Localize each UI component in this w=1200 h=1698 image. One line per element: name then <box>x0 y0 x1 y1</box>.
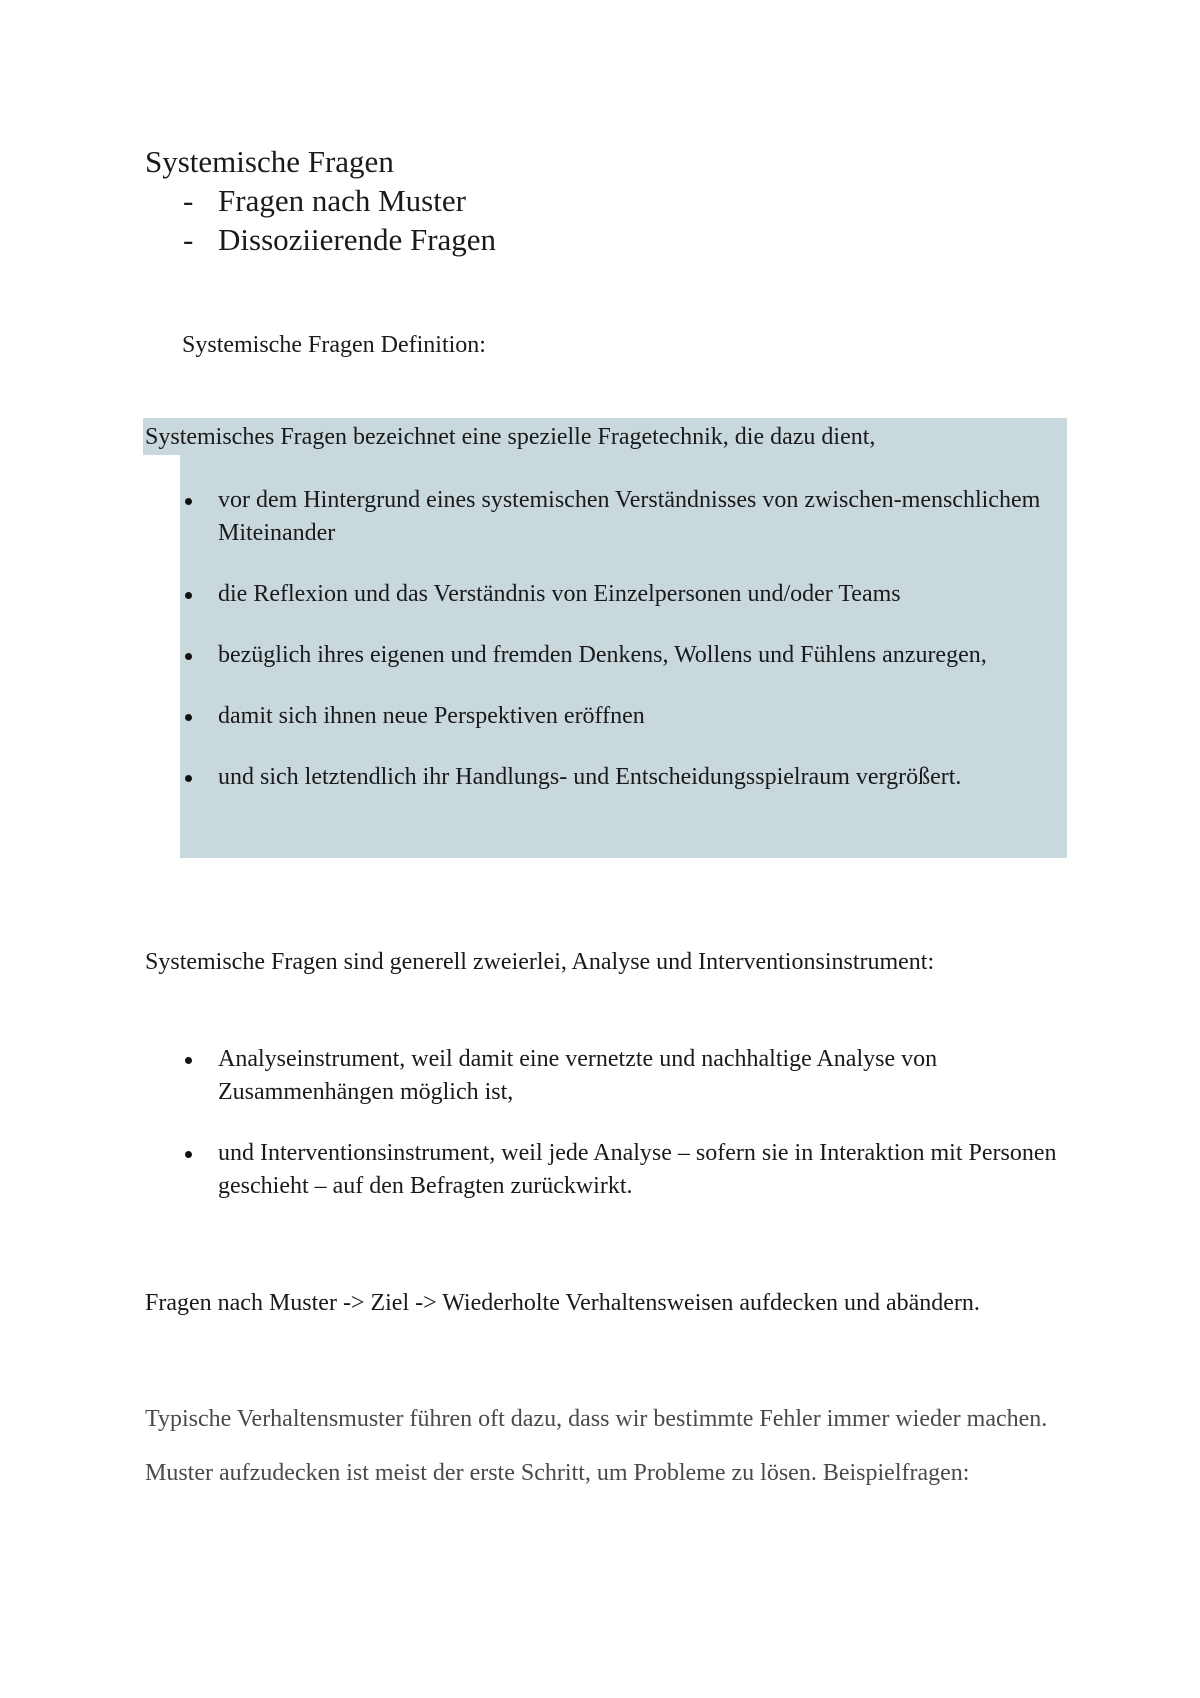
list-item <box>145 484 1070 550</box>
bullet-icon <box>185 498 192 505</box>
list-item-text: vor dem Hintergrund eines systemischen Verständnisses von zwischen-menschlichem Miteinander <box>218 487 1041 546</box>
bullet-icon <box>185 1151 192 1158</box>
bullet-icon <box>185 714 192 721</box>
list-item <box>145 1043 1075 1109</box>
subtopic-label: Dissoziierende Fragen <box>218 222 497 257</box>
dash-marker: - <box>183 183 194 218</box>
subtopic-label: Fragen nach Muster <box>218 183 466 218</box>
bullet-icon <box>185 653 192 660</box>
muster-heading: Fragen nach Muster -> Ziel -> Wiederholte Verhaltensweisen aufdecken und abändern. <box>145 1290 980 1316</box>
list-item-text: bezüglich ihres eigenen und fremden Denkens, Wollens und Fühlens anzuregen, <box>218 642 987 668</box>
definition-bullet-list <box>145 484 1070 822</box>
bullet-icon <box>185 592 192 599</box>
types-bullet-list <box>145 1043 1075 1231</box>
types-intro: Systemische Fragen sind generell zweierlei, Analyse und Interventionsinstrument: <box>145 949 935 975</box>
list-item <box>145 639 1070 672</box>
list-item <box>145 700 1070 733</box>
list-item <box>145 1137 1075 1203</box>
list-item-text: und Interventionsinstrument, weil jede Analyse – sofern sie in Interaktion mit Personen geschieht – auf den Befragten zurückwirkt. <box>218 1140 1057 1199</box>
document-title: Systemische Fragen <box>145 144 394 179</box>
list-item-text: Analyseinstrument, weil damit eine vernetzte und nachhaltige Analyse von Zusammenhängen möglich ist, <box>218 1046 938 1105</box>
list-item <box>145 578 1070 611</box>
list-item <box>145 761 1070 794</box>
bullet-icon <box>185 1057 192 1064</box>
definition-heading: Systemische Fragen Definition: <box>182 332 486 358</box>
list-item-text: damit sich ihnen neue Perspektiven eröffnen <box>218 703 645 729</box>
list-item-text: und sich letztendlich ihr Handlungs- und Entscheidungsspielraum vergrößert. <box>218 764 962 790</box>
muster-body: Typische Verhaltensmuster führen oft dazu, dass wir bestimmte Fehler immer wieder machen. Muster aufzudecken ist meist der erste Schritt, um Probleme zu lösen. Beispielfragen: <box>145 1406 1048 1486</box>
definition-intro: Systemisches Fragen bezeichnet eine spezielle Fragetechnik, die dazu dient, <box>145 424 876 450</box>
bullet-icon <box>185 775 192 782</box>
subtopic-list <box>145 181 496 259</box>
list-item-text: die Reflexion und das Verständnis von Einzelpersonen und/oder Teams <box>218 581 901 607</box>
subtopic-item <box>145 181 496 220</box>
subtopic-item <box>145 220 496 259</box>
dash-marker: - <box>183 222 194 257</box>
